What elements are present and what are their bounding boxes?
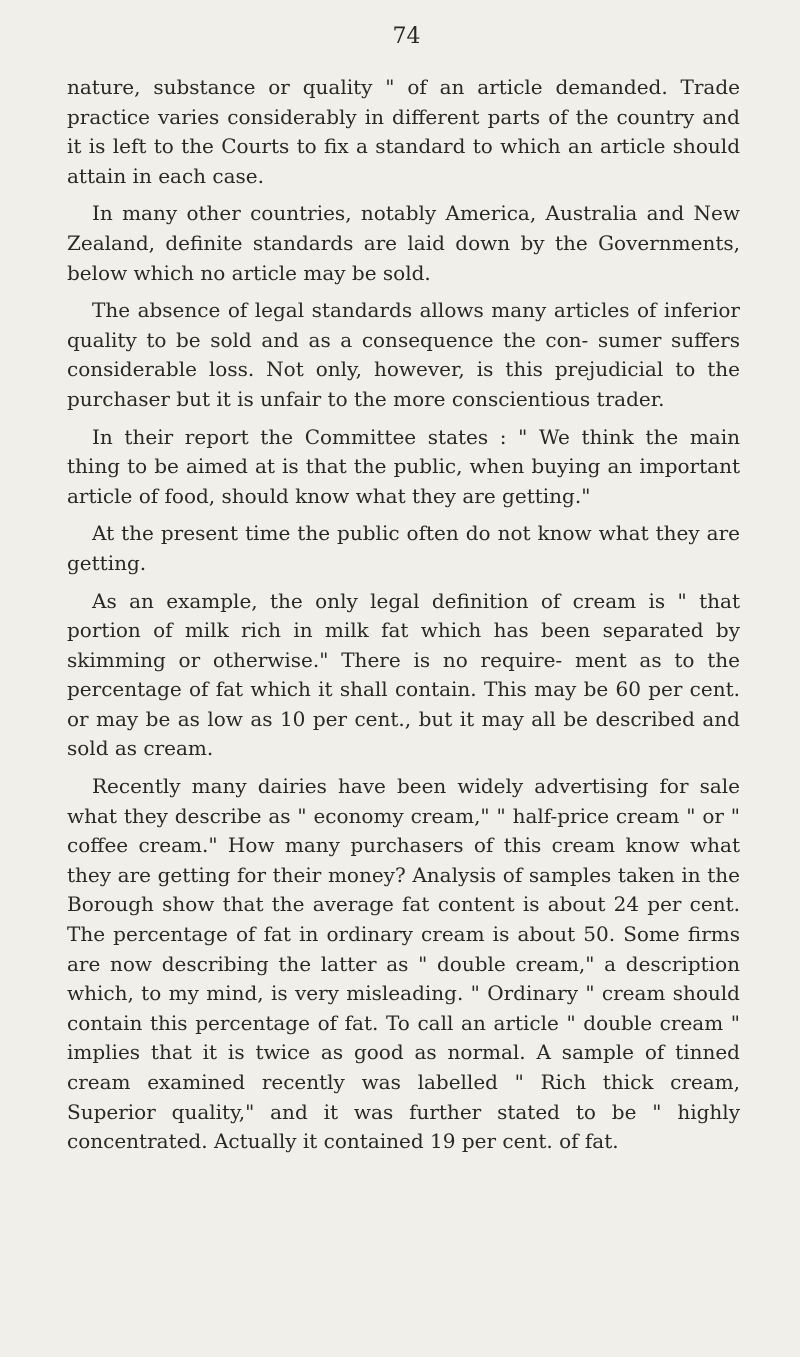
paragraph-7: Recently many dairies have been widely advertising for sale what they describe as " economy cream," " half-price cream " or " coffee cream." How many purchasers of this cream know what they are getting for their money? Analysis of samples taken in the Borough show that the average fat content is about 24 per cent. The percentage of fat in ordinary cream is about 50. Some firms are now describing the latter as " double cream," a description which, to my mind, is very misleading. " Ordinary " cream should contain this percentage of fat. To call an article " double cream " implies that it is twice as good as normal. A sample of tinned cream examined recently was labelled " Rich thick cream, Superior quality," and it was further stated to be " highly concentrated. Actually it contained 19 per cent. of fat. bbox=[67, 774, 740, 1154]
paragraph-3: The absence of legal standards allows many articles of inferior quality to be sold and as a consequence the con- sumer suffers considerable loss. Not only, however, is this prejudicial to the purchaser but it is unfair to the more conscientious trader. bbox=[67, 298, 740, 411]
paragraph-1: nature, substance or quality " of an article demanded. Trade practice varies considerably in different parts of the country and it is left to the Courts to fix a standard to which an article should attain in each case. bbox=[67, 75, 740, 188]
paragraph-5: At the present time the public often do not know what they are getting. bbox=[67, 521, 740, 575]
paragraph-6: As an example, the only legal definition of cream is " that portion of milk rich in milk fat which has been separated by skimming or otherwise." There is no require- ment as to the percentage of fat which it shall contain. This may be 60 per cent. or may be as low as 10 per cent., but it may all be described and sold as cream. bbox=[67, 588, 740, 761]
document-page bbox=[67, 0, 740, 1165]
paragraph-2: In many other countries, notably America, Australia and New Zealand, definite standards are laid down by the Governments, below which no article may be sold. bbox=[67, 201, 740, 285]
paragraph-4: In their report the Committee states : " We think the main thing to be aimed at is that the public, when buying an important article of food, should know what they are getting." bbox=[67, 424, 740, 508]
page-number: 74 bbox=[392, 24, 421, 49]
